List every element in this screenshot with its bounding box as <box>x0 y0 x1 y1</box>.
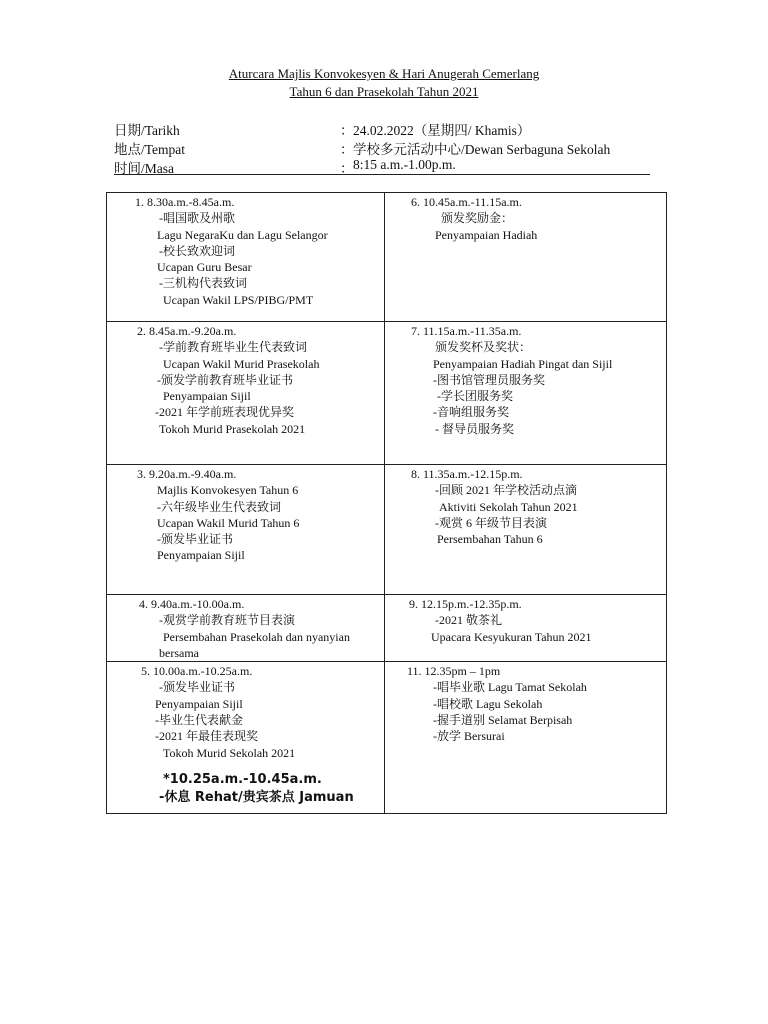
info-underline <box>114 174 650 175</box>
item-7-line: Penyampaian Hadiah Pingat dan Sijil <box>433 356 613 371</box>
item-1-line: Ucapan Guru Besar <box>157 260 252 275</box>
item-2-line: Ucapan Wakil Murid Prasekolah <box>163 356 320 371</box>
schedule-row-1 <box>107 193 667 322</box>
item-2-line: Tokoh Murid Prasekolah 2021 <box>159 421 306 436</box>
item-7-line: 颁发奖杯及奖状： <box>435 340 532 355</box>
item-5-line: -2021 年最佳表现奖 <box>155 729 258 744</box>
item-8-line: Aktiviti Sekolah Tahun 2021 <box>439 499 578 514</box>
item-11-line: -唱校歌 Lagu Sekolah <box>433 696 543 711</box>
schedule-cell-item-8 <box>385 465 667 595</box>
schedule-cell-item-1 <box>107 193 385 322</box>
item-1-line: -三机构代表致词 <box>159 276 247 291</box>
item-2-line: -颁发学前教育班毕业证书 <box>157 372 293 387</box>
item-1-time: 1. 8.30a.m.-8.45a.m. <box>135 195 235 209</box>
item-4-line: bersama <box>159 645 199 660</box>
item-5-line: Tokoh Murid Sekolah 2021 <box>163 745 296 760</box>
date-value: 24.02.2022（星期四/ Khamis） <box>353 123 531 138</box>
item-6-line: Penyampaian Hadiah <box>435 227 538 242</box>
item-3-line: -六年级毕业生代表致词 <box>157 499 281 514</box>
item-3-line: -颁发毕业证书 <box>157 532 233 547</box>
item-2-time: 2. 8.45a.m.-9.20a.m. <box>137 324 237 338</box>
item-9-line: -2021 敬茶礼 <box>435 613 502 628</box>
item-1-line: -唱国歌及州歌 <box>159 211 235 226</box>
item-5-time: 5. 10.00a.m.-10.25a.m. <box>141 664 253 679</box>
item-6-line: 颁发奖励金： <box>441 211 514 226</box>
item-11-line: -唱毕业歌 Lagu Tamat Sekolah <box>433 680 587 695</box>
schedule-row-4 <box>107 595 667 662</box>
date-label: 日期/Tarikh <box>114 123 180 138</box>
schedule-row-3 <box>107 465 667 595</box>
page-title-line2: Tahun 6 dan Prasekolah Tahun 2021 <box>289 84 479 99</box>
schedule-cell-item-3 <box>107 465 385 595</box>
item-8-time: 8. 11.35a.m.-12.15p.m. <box>411 467 523 481</box>
item-7-line: -学长团服务奖 <box>437 389 513 404</box>
item-2-line: -2021 年学前班表现优异奖 <box>155 405 294 420</box>
schedule-cell-item-7 <box>385 322 667 465</box>
item-3-time: 3. 9.20a.m.-9.40a.m. <box>137 467 237 481</box>
item-9-time: 9. 12.15p.m.-12.35p.m. <box>409 597 522 611</box>
item-5-line: -毕业生代表献金 <box>155 713 243 728</box>
item-1-line: Ucapan Wakil LPS/PIBG/PMT <box>163 292 314 307</box>
time-colon: ： <box>340 161 354 176</box>
item-7-line: -图书馆管理员服务奖 <box>433 372 545 387</box>
time-value: 8:15 a.m.-1.00p.m. <box>353 157 456 172</box>
item-11-line: -放学 Bersurai <box>433 729 505 744</box>
item-3-line: Ucapan Wakil Murid Tahun 6 <box>157 515 300 530</box>
item-1-line: -校长致欢迎词 <box>159 243 235 258</box>
item-2-line: Penyampaian Sijil <box>163 389 251 404</box>
item-6-time: 6. 10.45a.m.-11.15a.m. <box>411 195 522 209</box>
schedule-row-5 <box>107 662 667 814</box>
item-1-line: Lagu NegaraKu dan Lagu Selangor <box>157 227 328 242</box>
time-label: 时间/Masa <box>114 161 174 176</box>
item-9-line: Upacara Kesyukuran Tahun 2021 <box>431 629 592 644</box>
item-4-line: Persembahan Prasekolah dan nyanyian <box>163 629 350 644</box>
place-label: 地点/Tempat <box>114 142 186 157</box>
page-title-line1: Aturcara Majlis Konvokesyen & Hari Anugerah Cemerlang <box>228 66 540 81</box>
item-2-line: -学前教育班毕业生代表致词 <box>159 340 307 355</box>
date-colon: ： <box>340 123 354 138</box>
item-11-line: -握手道别 Selamat Berpisah <box>433 713 573 728</box>
item-7-line: - 督导员服务奖 <box>435 421 514 436</box>
item-5-line: -颁发毕业证书 <box>159 680 235 695</box>
rest-break-time: *10.25a.m.-10.45a.m. <box>163 771 322 787</box>
item-4-line: -观赏学前教育班节目表演 <box>159 613 295 628</box>
item-8-line: -观赏 6 年级节目表演 <box>435 515 547 530</box>
item-3-line: Penyampaian Sijil <box>157 548 245 563</box>
schedule-cell-item-9 <box>385 595 667 662</box>
item-8-line: -回顾 2021 年学校活动点滴 <box>435 483 577 498</box>
place-value: 学校多元活动中心/Dewan Serbaguna Sekolah <box>353 142 611 157</box>
item-5-line: Penyampaian Sijil <box>155 696 243 711</box>
item-3-line: Majlis Konvokesyen Tahun 6 <box>157 483 299 498</box>
item-4-time: 4. 9.40a.m.-10.00a.m. <box>139 597 245 611</box>
item-11-time: 11. 12.35pm – 1pm <box>407 664 501 679</box>
item-7-time: 7. 11.15a.m.-11.35a.m. <box>411 324 522 338</box>
schedule-cell-item-11 <box>385 662 667 814</box>
place-colon: ： <box>340 142 354 157</box>
rest-break-label: -休息 Rehat/贵宾茶点 Jamuan <box>159 789 354 805</box>
schedule-table <box>106 192 667 814</box>
item-8-line: Persembahan Tahun 6 <box>437 532 543 547</box>
schedule-cell-item-5 <box>107 662 385 814</box>
item-7-line: -音响组服务奖 <box>433 405 509 420</box>
schedule-cell-item-4 <box>107 595 385 662</box>
schedule-cell-item-6 <box>385 193 667 322</box>
schedule-cell-item-2 <box>107 322 385 465</box>
schedule-row-2 <box>107 322 667 465</box>
